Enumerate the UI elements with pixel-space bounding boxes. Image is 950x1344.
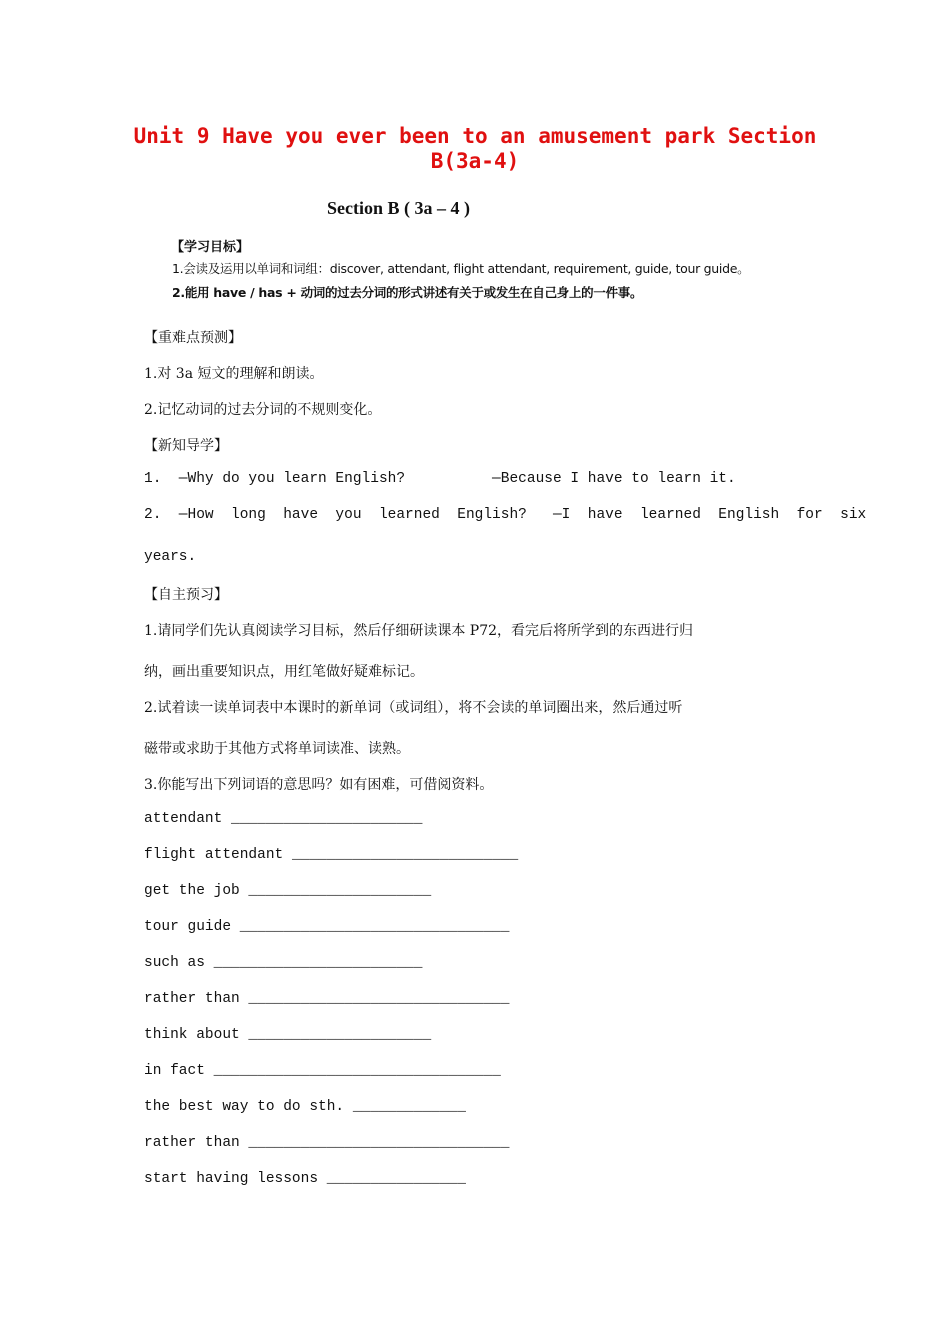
section-heading: Section B ( 3a – 4 ) bbox=[327, 198, 470, 218]
answer-blank[interactable]: ______________________ bbox=[231, 811, 423, 827]
answer-blank[interactable]: _____________________ bbox=[248, 1027, 432, 1043]
vocab-term: think about bbox=[144, 1027, 240, 1043]
preview-item-2-cont: 磁带或求助于其他方式将单词读准、读熟。 bbox=[144, 741, 410, 757]
vocab-term: the best way to do sth. bbox=[144, 1099, 345, 1115]
dialogue-line-1: 1. —Why do you learn English? —Because I have to learn it. bbox=[144, 471, 736, 487]
preview-item-3: 3.你能写出下列词语的意思吗？如有困难，可借阅资料。 bbox=[144, 777, 494, 793]
preview-item-2: 2.试着读一读单词表中本课时的新单词（或词组），将不会读的单词圈出来，然后通过听 bbox=[144, 700, 683, 716]
key-point-1: 1.对 3a 短文的理解和朗读。 bbox=[144, 366, 324, 382]
answer-blank[interactable]: ______________________________ bbox=[248, 991, 510, 1007]
vocab-row bbox=[144, 1063, 501, 1079]
vocab-row bbox=[144, 1027, 431, 1043]
preview-item-1: 1.请同学们先认真阅读学习目标，然后仔细研读课本 P72，看完后将所学到的东西进行归 bbox=[144, 623, 694, 639]
answer-blank[interactable]: _____________________ bbox=[248, 883, 432, 899]
vocab-term: attendant bbox=[144, 811, 223, 827]
preview-item-1-cont: 纳，画出重要知识点，用红笔做好疑难标记。 bbox=[144, 664, 424, 680]
document-title bbox=[100, 124, 850, 174]
vocab-term: rather than bbox=[144, 1135, 240, 1151]
title-line-2: B(3a-4) bbox=[430, 149, 520, 173]
answer-blank[interactable]: _________________________________ bbox=[213, 1063, 501, 1079]
title-line-1: Unit 9 Have you ever been to an amusement park Section bbox=[133, 124, 817, 148]
dialogue-line-2: 2. —How long have you learned English? —I have learned English for six bbox=[144, 507, 867, 523]
vocab-row bbox=[144, 811, 422, 827]
answer-blank[interactable]: ________________________ bbox=[213, 955, 423, 971]
preview-label: 【自主预习】 bbox=[144, 587, 228, 603]
vocab-term: such as bbox=[144, 955, 205, 971]
vocab-term: tour guide bbox=[144, 919, 232, 935]
learning-goals-label: 【学习目标】 bbox=[171, 240, 250, 255]
key-points-label: 【重难点预测】 bbox=[144, 330, 242, 346]
learning-goal-2: 2.能用 have / has + 动词的过去分词的形式讲述有关于或发生在自己身上的一件事。 bbox=[172, 285, 643, 300]
vocab-term: rather than bbox=[144, 991, 240, 1007]
answer-blank[interactable]: _____________ bbox=[352, 1099, 466, 1115]
key-point-2: 2.记忆动词的过去分词的不规则变化。 bbox=[144, 402, 382, 418]
vocab-row bbox=[144, 1099, 466, 1115]
vocab-row bbox=[144, 991, 509, 1007]
new-knowledge-label: 【新知导学】 bbox=[144, 438, 228, 454]
vocab-row bbox=[144, 919, 509, 935]
vocab-term: start having lessons bbox=[144, 1171, 319, 1187]
vocab-row bbox=[144, 955, 422, 971]
answer-blank[interactable]: _______________________________ bbox=[239, 919, 510, 935]
dialogue-line-2-cont: years. bbox=[144, 549, 197, 565]
vocab-row bbox=[144, 847, 518, 863]
answer-blank[interactable]: ________________ bbox=[326, 1171, 466, 1187]
vocab-term: flight attendant bbox=[144, 847, 284, 863]
vocab-row bbox=[144, 1171, 466, 1187]
learning-goal-1: 1.会读及运用以单词和词组：discover, attendant, flight attendant, requirement, guide, tour guide。 bbox=[172, 261, 750, 276]
vocab-term: get the job bbox=[144, 883, 240, 899]
answer-blank[interactable]: ______________________________ bbox=[248, 1135, 510, 1151]
answer-blank[interactable]: __________________________ bbox=[291, 847, 519, 863]
vocab-term: in fact bbox=[144, 1063, 205, 1079]
vocab-row bbox=[144, 883, 431, 899]
vocab-row bbox=[144, 1135, 509, 1151]
